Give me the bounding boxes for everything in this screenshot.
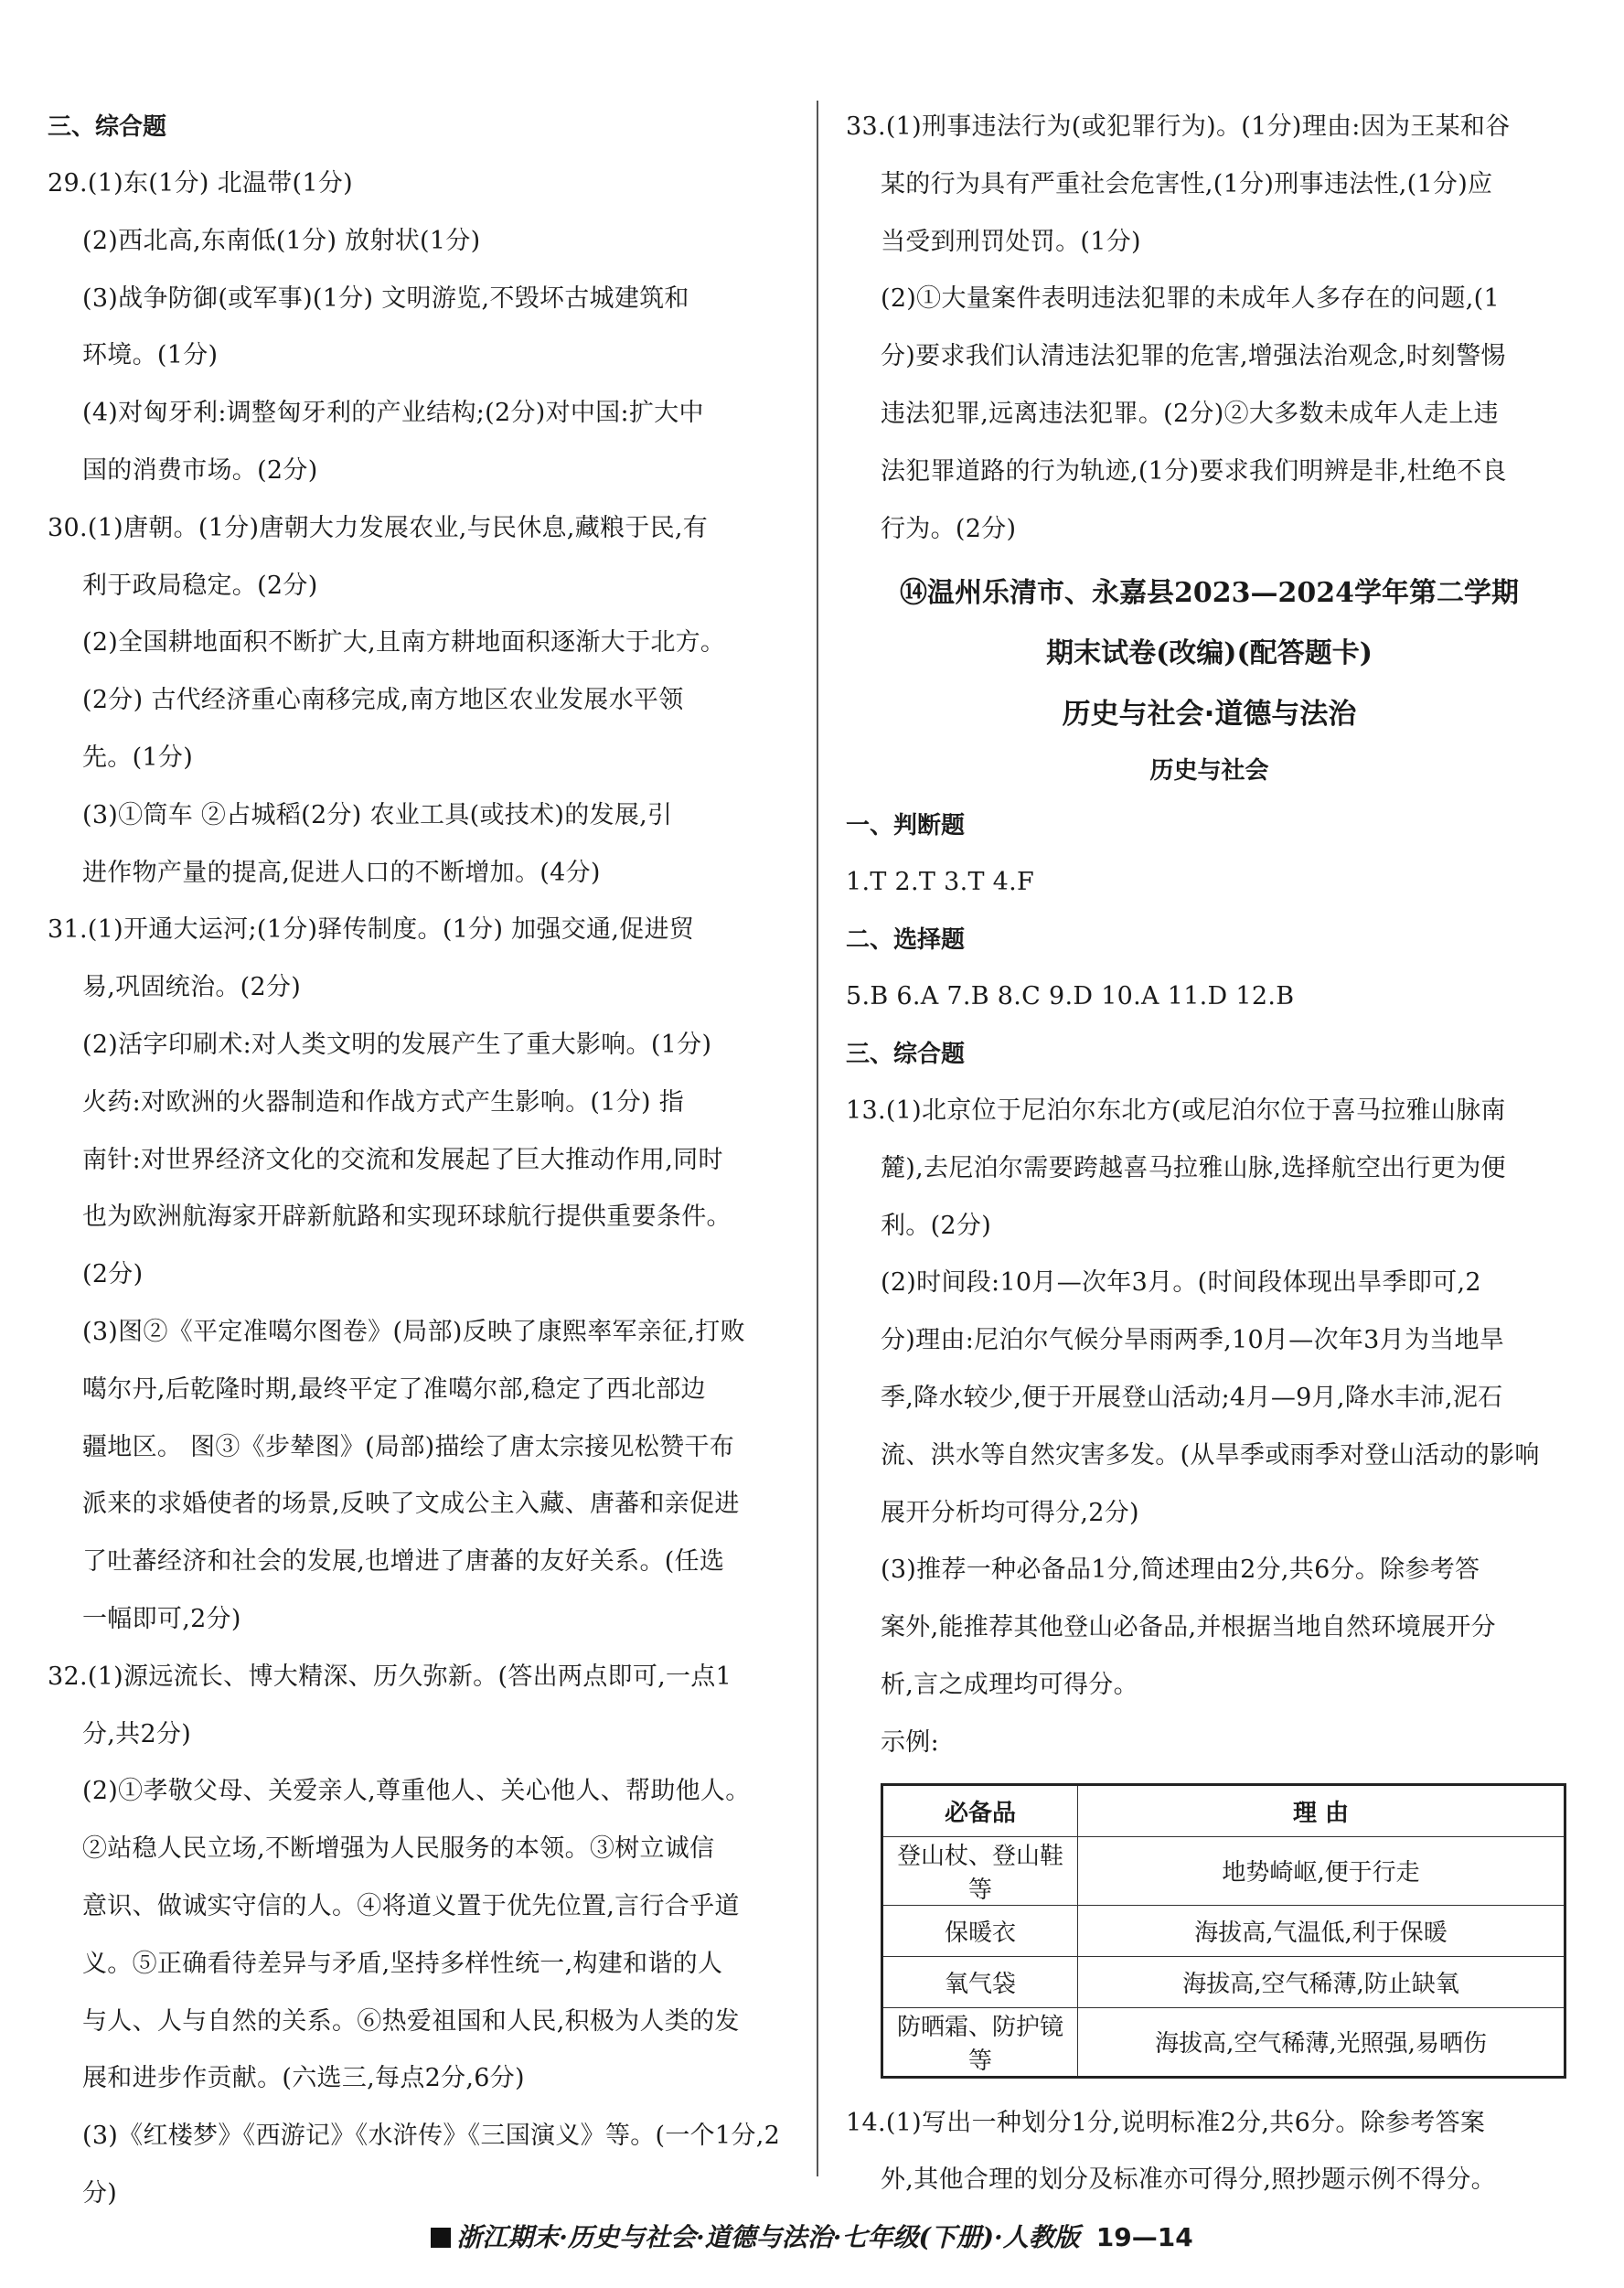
right-column <box>846 99 1573 2209</box>
answer-line: 麓),去尼泊尔需要跨越喜马拉雅山脉,选择航空出行更为便 <box>881 1153 1506 1182</box>
answer-line: 31.(1)开通大运河;(1分)驿传制度。(1分) 加强交通,促进贸 <box>48 915 695 945</box>
table-cell-item: 防晒霜、防护镜等 <box>882 2007 1078 2077</box>
answer-line: 环境。(1分) <box>82 341 219 370</box>
answer-line: 与人、人与自然的关系。⑥热爱祖国和人民,积极为人类的发 <box>82 2006 740 2036</box>
answer-line: 分)要求我们认清违法犯罪的危害,增强法治观念,时刻警惕 <box>881 342 1506 371</box>
answer-line: 外,其他合理的划分及标准亦可得分,照抄题示例不得分。 <box>881 2165 1496 2195</box>
answer-line: 析,言之成理均可得分。 <box>881 1670 1138 1699</box>
page-footer <box>0 2218 1624 2254</box>
answer-line: 意识、做诚实守信的人。④将道义置于优先位置,言行合乎道 <box>82 1891 740 1920</box>
answer-line: 流、洪水等自然灾害多发。(从旱季或雨季对登山活动的影响 <box>881 1440 1540 1470</box>
table-row <box>882 1905 1565 1956</box>
answer-line: 易,巩固统治。(2分) <box>82 973 302 1002</box>
answer-line: (3)战争防御(或军事)(1分) 文明游览,不毁坏古城建筑和 <box>82 283 689 313</box>
answer-line: 派来的求婚使者的场景,反映了文成公主入藏、唐蕃和亲促进 <box>82 1490 740 1519</box>
answer-line: 某的行为具有严重社会危害性,(1分)刑事违法性,(1分)应 <box>881 169 1493 198</box>
answer-line: 火药:对欧洲的火器制造和作战方式产生影响。(1分) 指 <box>82 1087 685 1117</box>
answer-line: (2)①大量案件表明违法犯罪的未成年人多存在的问题,(1 <box>881 284 1500 314</box>
answer-line: (2)时间段:10月—次年3月。(时间段体现出旱季即可,2 <box>881 1268 1481 1298</box>
answer-line: 噶尔丹,后乾隆时期,最终平定了准噶尔部,稳定了西北部边 <box>82 1374 706 1404</box>
answer-line: (2)活字印刷术:对人类文明的发展产生了重大影响。(1分) <box>82 1030 712 1059</box>
example-table <box>881 1783 1566 2079</box>
answer-line: (3)①筒车 ②占城稻(2分) 农业工具(或技术)的发展,引 <box>82 800 673 829</box>
answer-line: 分)理由:尼泊尔气候分旱雨两季,10月—次年3月为当地旱 <box>881 1326 1505 1355</box>
answer-line: 行为。(2分) <box>881 514 1017 543</box>
answer-line: 13.(1)北京位于尼泊尔东北方(或尼泊尔位于喜马拉雅山脉南 <box>846 1096 1506 1125</box>
table-header-row <box>882 1784 1565 1836</box>
table-cell-reason: 地势崎岖,便于行走 <box>1078 1836 1565 1905</box>
answer-line: (3)推荐一种必备品1分,简述理由2分,共6分。除参考答 <box>881 1556 1480 1585</box>
exam-subsubject-title: 历史与社会 <box>1149 757 1269 786</box>
table-cell-reason: 海拔高,气温低,利于保暖 <box>1078 1905 1565 1956</box>
q14-answer-lines <box>846 2095 1573 2210</box>
answer-line: 疆地区。 图③《步辇图》(局部)描绘了唐太宗接见松赞干布 <box>82 1432 735 1461</box>
table-cell-item: 氧气袋 <box>882 1956 1078 2007</box>
answer-line: 分,共2分) <box>82 1719 192 1748</box>
section-heading-comprehensive-2: 三、综合题 <box>846 1040 966 1068</box>
answer-line: 国的消费市场。(2分) <box>82 455 318 485</box>
page-number: 19—14 <box>1095 2222 1193 2252</box>
table-cell-reason: 海拔高,空气稀薄,光照强,易晒伤 <box>1078 2007 1565 2077</box>
answer-line: 分) <box>82 2178 118 2208</box>
answer-line: 义。⑤正确看待差异与矛盾,坚持多样性统一,构建和谐的人 <box>82 1949 723 1978</box>
answer-line: 利于政局稳定。(2分) <box>82 571 318 600</box>
answer-line: (4)对匈牙利:调整匈牙利的产业结构;(2分)对中国:扩大中 <box>82 399 704 428</box>
choice-answers: 5.B 6.A 7.B 8.C 9.D 10.A 11.D 12.B <box>846 982 1295 1011</box>
answer-line: 32.(1)源远流长、博大精深、历久弥新。(答出两点即可,一点1 <box>48 1662 732 1691</box>
answer-line: 案外,能推荐其他登山必备品,并根据当地自然环境展开分 <box>881 1613 1496 1642</box>
table-row <box>882 1836 1565 1905</box>
answer-line: (2)西北高,东南低(1分) 放射状(1分) <box>82 226 481 255</box>
section-heading-comprehensive: 三、综合题 <box>48 113 167 141</box>
answer-line: 违法犯罪,远离违法犯罪。(2分)②大多数未成年人走上违 <box>881 399 1499 428</box>
answer-line: (2)全国耕地面积不断扩大,且南方耕地面积逐渐大于北方。 <box>82 628 726 658</box>
left-answer-lines <box>48 155 807 2223</box>
left-column <box>48 99 807 2223</box>
exam-subject-title: 历史与社会·道德与法治 <box>1062 698 1357 732</box>
answer-line: 进作物产量的提高,促进人口的不断增加。(4分) <box>82 858 601 887</box>
answer-line: 29.(1)东(1分) 北温带(1分) <box>48 169 353 198</box>
table-cell-item: 登山杖、登山鞋等 <box>882 1836 1078 1905</box>
footer-text: 浙江期末·历史与社会·道德与法治·七年级(下册)·人教版 <box>456 2222 1080 2252</box>
answer-line: (3)图②《平定准噶尔图卷》(局部)反映了康熙率军亲征,打败 <box>82 1317 745 1346</box>
exam-title-line2: 期末试卷(改编)(配答题卡) <box>1046 637 1373 670</box>
footer-square-icon <box>431 2228 451 2248</box>
answer-line: 先。(1分) <box>82 743 194 772</box>
table-row <box>882 2007 1565 2077</box>
answer-line: 示例: <box>881 1727 939 1757</box>
table-row <box>882 1956 1565 2007</box>
q13-answer-lines <box>846 1083 1573 1772</box>
answer-line: ②站稳人民立场,不断增强为人民服务的本领。③树立诚信 <box>82 1834 715 1864</box>
answer-line: 展开分析均可得分,2分) <box>881 1498 1139 1527</box>
answer-line: (3)《红楼梦》《西游记》《水浒传》《三国演义》等。(一个1分,2 <box>82 2122 781 2151</box>
answer-line: (2分) 古代经济重心南移完成,南方地区农业发展水平领 <box>82 686 684 715</box>
section-heading-choice: 二、选择题 <box>846 926 966 955</box>
q33-answer-lines <box>846 99 1573 558</box>
section-heading-judge: 一、判断题 <box>846 812 966 840</box>
answer-line: 南针:对世界经济文化的交流和发展起了巨大推动作用,同时 <box>82 1145 723 1174</box>
answer-line: 14.(1)写出一种划分1分,说明标准2分,共6分。除参考答案 <box>846 2108 1486 2137</box>
answer-line: 当受到刑罚处罚。(1分) <box>881 227 1141 256</box>
column-divider <box>817 101 818 2176</box>
answer-line: 展和进步作贡献。(六选三,每点2分,6分) <box>82 2064 525 2093</box>
table-header-item: 必备品 <box>882 1784 1078 1836</box>
answer-line: (2分) <box>82 1260 144 1289</box>
exam-title-line1: ⑭温州乐清市、永嘉县2023—2024学年第二学期 <box>900 577 1519 610</box>
answer-line: 季,降水较少,便于开展登山活动;4月—9月,降水丰沛,泥石 <box>881 1383 1503 1412</box>
answer-line: 利。(2分) <box>881 1211 992 1240</box>
answer-line: (2)①孝敬父母、关爱亲人,尊重他人、关心他人、帮助他人。 <box>82 1777 751 1806</box>
answer-line: 一幅即可,2分) <box>82 1604 241 1633</box>
table-cell-item: 保暖衣 <box>882 1905 1078 1956</box>
answer-line: 了吐蕃经济和社会的发展,也增进了唐蕃的友好关系。(任选 <box>82 1547 725 1577</box>
answer-line: 法犯罪道路的行为轨迹,(1分)要求我们明辨是非,杜绝不良 <box>881 456 1507 486</box>
answer-line: 33.(1)刑事违法行为(或犯罪行为)。(1分)理由:因为王某和谷 <box>846 112 1511 141</box>
answer-line: 也为欧洲航海家开辟新航路和实现环球航行提供重要条件。 <box>82 1203 732 1232</box>
table-cell-reason: 海拔高,空气稀薄,防止缺氧 <box>1078 1956 1565 2007</box>
answer-line: 30.(1)唐朝。(1分)唐朝大力发展农业,与民休息,藏粮于民,有 <box>48 513 709 542</box>
table-header-reason: 理 由 <box>1078 1784 1565 1836</box>
judge-answers: 1.T 2.T 3.T 4.F <box>846 868 1035 897</box>
